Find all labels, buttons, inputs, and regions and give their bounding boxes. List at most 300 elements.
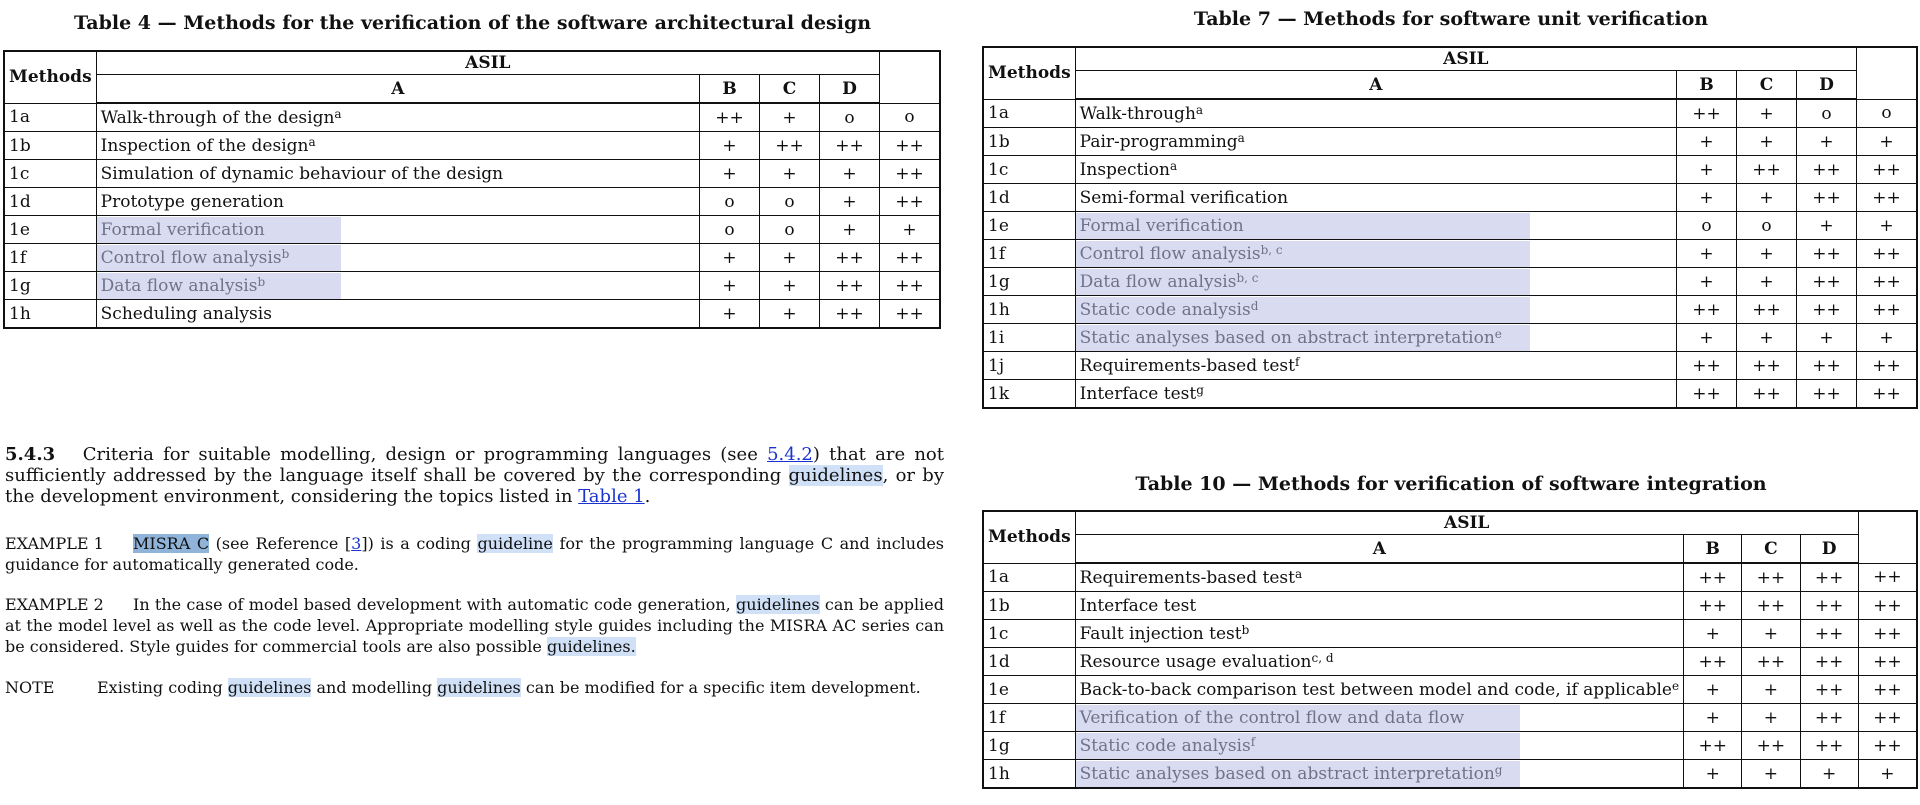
method-id: 1h — [4, 300, 96, 329]
asil-value: + — [1742, 704, 1800, 732]
method-name — [1075, 268, 1676, 296]
section-text: . — [644, 486, 651, 507]
footnote-marker: a — [334, 106, 342, 121]
method-name — [1075, 704, 1683, 732]
method-id: 1f — [983, 240, 1075, 268]
section-text: Criteria for suitable modelling, design or programming languages (see — [82, 444, 768, 465]
table10 — [982, 510, 1918, 789]
method-text: Back-to-back comparison test between model and code, if applicable — [1079, 679, 1672, 700]
footnote-marker: a — [1237, 130, 1245, 145]
asil-header: ASIL — [96, 51, 879, 75]
asil-value: ++ — [1800, 732, 1858, 760]
asil-value: + — [1800, 760, 1858, 789]
method-text: Data flow analysis — [1079, 271, 1237, 292]
highlighted-method — [97, 273, 341, 299]
asil-value: + — [1737, 268, 1797, 296]
asil-value: + — [1737, 184, 1797, 212]
asil-value: ++ — [880, 160, 941, 188]
asil-value: ++ — [1858, 563, 1917, 592]
asil-value: ++ — [1858, 704, 1917, 732]
table-row — [983, 156, 1917, 184]
example-text: (see Reference [ — [209, 534, 352, 553]
asil-value: + — [700, 244, 760, 272]
footnote-marker: g — [1196, 382, 1204, 397]
asil-value: + — [1677, 240, 1737, 268]
method-text-wrap — [101, 192, 284, 212]
table-row — [4, 300, 940, 329]
method-id: 1i — [983, 324, 1075, 352]
asil-value: ++ — [1858, 620, 1917, 648]
asil-value: ++ — [1857, 156, 1918, 184]
highlighted-method — [1076, 213, 1530, 239]
method-name — [96, 216, 699, 244]
asil-value: ++ — [1857, 352, 1918, 380]
method-text: Inspection — [1079, 159, 1170, 180]
asil-value: ++ — [1742, 592, 1800, 620]
asil-value: ++ — [1797, 352, 1857, 380]
method-text: Data flow analysis — [100, 275, 258, 296]
asil-value: ++ — [820, 300, 880, 329]
table-row — [983, 99, 1917, 128]
asil-value: + — [760, 300, 820, 329]
asil-col-c: C — [760, 75, 820, 104]
asil-value: ++ — [1800, 676, 1858, 704]
table-row — [983, 648, 1917, 676]
method-name — [1075, 352, 1676, 380]
footnote-marker: a — [308, 134, 316, 149]
footnote-marker: f — [1250, 734, 1256, 749]
highlighted-method — [1076, 297, 1530, 323]
asil-value: + — [700, 300, 760, 329]
method-name — [96, 160, 699, 188]
link-table-1[interactable]: Table 1 — [578, 486, 645, 507]
table-row — [983, 324, 1917, 352]
method-name — [1075, 563, 1683, 592]
asil-value: + — [1677, 184, 1737, 212]
asil-value: ++ — [1742, 563, 1800, 592]
footnote-marker: b, c — [1236, 270, 1259, 285]
asil-value: + — [760, 244, 820, 272]
asil-value: ++ — [1677, 296, 1737, 324]
example-text: for the programming language C and includes guidance for automatically generated code. — [5, 534, 945, 574]
method-text-wrap — [1080, 680, 1679, 700]
asil-value: + — [1677, 324, 1737, 352]
section-number: 5.4.3 — [5, 444, 56, 465]
asil-value: o — [760, 216, 820, 244]
note-text: can be modified for a specific item development. — [520, 678, 921, 697]
asil-value: + — [1742, 676, 1800, 704]
method-name — [1075, 184, 1676, 212]
asil-value: + — [700, 272, 760, 300]
method-name — [1075, 620, 1683, 648]
asil-value: + — [760, 272, 820, 300]
asil-value: + — [700, 132, 760, 160]
method-name — [1075, 296, 1676, 324]
method-name — [1075, 156, 1676, 184]
method-id: 1a — [4, 103, 96, 132]
table4-caption: Table 4 — Methods for the verification of the software architectural design — [73, 12, 872, 34]
method-text: Resource usage evaluation — [1079, 651, 1312, 672]
footnote-marker: f — [1294, 354, 1300, 369]
asil-value: + — [1857, 324, 1918, 352]
asil-col-d: D — [1800, 535, 1858, 564]
asil-value: ++ — [880, 132, 941, 160]
method-name — [1075, 212, 1676, 240]
asil-value: ++ — [880, 272, 941, 300]
highlighted-method — [97, 245, 341, 271]
method-text-wrap — [1080, 160, 1177, 180]
method-name — [1075, 128, 1676, 156]
asil-value: ++ — [1742, 648, 1800, 676]
table-row — [4, 160, 940, 188]
asil-value: ++ — [1857, 240, 1918, 268]
method-text: Interface test — [1079, 595, 1197, 616]
asil-value: ++ — [1858, 676, 1917, 704]
asil-value: + — [760, 103, 820, 132]
note — [5, 677, 944, 698]
method-name — [96, 272, 699, 300]
asil-col-c: C — [1742, 535, 1800, 564]
asil-col-d: D — [1797, 71, 1857, 100]
method-id: 1g — [983, 268, 1075, 296]
asil-value: ++ — [1737, 380, 1797, 409]
method-text-wrap — [1080, 104, 1203, 124]
method-text: Control flow analysis — [100, 247, 282, 268]
footnote-marker: d — [1250, 298, 1259, 313]
highlight-guidelines: guidelines — [736, 595, 820, 614]
asil-value: ++ — [1858, 648, 1917, 676]
table10-caption: Table 10 — Methods for verification of software integration — [1135, 473, 1767, 495]
method-name — [1075, 592, 1683, 620]
asil-value: + — [1677, 128, 1737, 156]
asil-col-a: A — [96, 75, 699, 104]
asil-value: + — [1684, 704, 1742, 732]
asil-value: + — [700, 160, 760, 188]
asil-value: ++ — [880, 300, 941, 329]
asil-value: o — [760, 188, 820, 216]
asil-value: ++ — [1677, 352, 1737, 380]
asil-value: ++ — [820, 244, 880, 272]
table-row — [983, 240, 1917, 268]
method-text: Formal verification — [1079, 215, 1244, 236]
section-text: , or by the development environment, considering the topics listed in — [5, 465, 944, 507]
method-text: Static code analysis — [1079, 299, 1251, 320]
method-id: 1j — [983, 352, 1075, 380]
table-row — [983, 676, 1917, 704]
method-name — [96, 244, 699, 272]
footnote-marker: b — [1241, 622, 1250, 637]
asil-value: + — [1737, 240, 1797, 268]
method-id: 1h — [983, 760, 1075, 789]
asil-value: o — [700, 188, 760, 216]
asil-value: + — [820, 160, 880, 188]
method-id: 1d — [983, 184, 1075, 212]
example-text: ]) is a coding — [361, 534, 478, 553]
footnote-marker: a — [1294, 566, 1303, 581]
asil-value: ++ — [1742, 732, 1800, 760]
table7 — [982, 46, 1918, 409]
method-id: 1b — [983, 592, 1075, 620]
asil-value: + — [1742, 760, 1800, 789]
asil-value: + — [820, 188, 880, 216]
method-name — [1075, 676, 1683, 704]
method-name — [1075, 760, 1683, 789]
asil-value: + — [1857, 128, 1918, 156]
asil-col-d: D — [820, 75, 880, 104]
highlight-guidelines: guidelines — [437, 678, 521, 697]
asil-value: o — [1737, 212, 1797, 240]
method-text: Interface test — [1079, 383, 1197, 404]
asil-value: o — [880, 103, 941, 132]
note-label: NOTE — [5, 678, 55, 697]
highlighted-method — [1076, 269, 1530, 295]
asil-value: + — [1684, 620, 1742, 648]
table-row — [983, 268, 1917, 296]
method-id: 1g — [4, 272, 96, 300]
asil-value: ++ — [1684, 592, 1742, 620]
asil-value: ++ — [1797, 184, 1857, 212]
asil-value: ++ — [1858, 592, 1917, 620]
method-text: Requirements-based test — [1079, 355, 1295, 376]
method-id: 1f — [4, 244, 96, 272]
method-text-wrap — [1080, 568, 1302, 588]
method-text-wrap — [1080, 652, 1334, 672]
table-row — [4, 132, 940, 160]
highlight-guideline: guideline — [477, 534, 553, 553]
asil-value: + — [1737, 324, 1797, 352]
method-id: 1e — [4, 216, 96, 244]
table-row — [983, 760, 1917, 789]
asil-header: ASIL — [1075, 511, 1858, 535]
asil-value: ++ — [820, 132, 880, 160]
footnote-marker: c, d — [1311, 650, 1334, 665]
asil-value: + — [1857, 212, 1918, 240]
method-id: 1c — [983, 620, 1075, 648]
reference-link[interactable]: 3 — [351, 534, 362, 553]
asil-value: ++ — [1800, 620, 1858, 648]
table-row — [4, 244, 940, 272]
asil-value: o — [1677, 212, 1737, 240]
asil-value: + — [1677, 156, 1737, 184]
table-row — [983, 352, 1917, 380]
method-text: Inspection of the design — [100, 135, 309, 156]
footnote-marker: a — [1169, 158, 1178, 173]
method-text: Pair-programming — [1079, 131, 1238, 152]
note-text: and modelling — [311, 678, 438, 697]
footnote-marker: e — [1671, 678, 1680, 693]
method-text-wrap — [1080, 356, 1300, 376]
method-text: Static code analysis — [1079, 735, 1251, 756]
method-id: 1f — [983, 704, 1075, 732]
asil-value: ++ — [1677, 99, 1737, 128]
asil-value: ++ — [1858, 732, 1917, 760]
asil-value: ++ — [1797, 268, 1857, 296]
method-text-wrap — [1080, 132, 1245, 152]
footnote-marker: e — [1494, 326, 1502, 341]
methods-header: Methods — [4, 51, 96, 103]
footnote-marker: b — [257, 274, 266, 289]
method-id: 1c — [983, 156, 1075, 184]
method-text: Semi-formal verification — [1079, 187, 1289, 208]
asil-value: ++ — [820, 272, 880, 300]
asil-value: + — [1684, 676, 1742, 704]
highlighted-method — [1076, 733, 1520, 759]
asil-value: o — [1797, 99, 1857, 128]
asil-value: ++ — [1684, 563, 1742, 592]
method-name — [1075, 324, 1676, 352]
asil-value: + — [1684, 760, 1742, 789]
highlight-misra-c: MISRA C — [133, 534, 210, 553]
method-text-wrap — [1080, 188, 1288, 208]
method-id: 1g — [983, 732, 1075, 760]
table-row — [4, 188, 940, 216]
asil-value: + — [1677, 268, 1737, 296]
table-row — [983, 620, 1917, 648]
table-row — [4, 216, 940, 244]
example-label: EXAMPLE 1 — [5, 534, 104, 553]
table-row — [983, 704, 1917, 732]
asil-value: ++ — [1737, 296, 1797, 324]
asil-value: ++ — [880, 188, 941, 216]
asil-value: ++ — [1797, 156, 1857, 184]
method-id: 1e — [983, 212, 1075, 240]
method-text: Static analyses based on abstract interpretation — [1079, 327, 1495, 348]
asil-col-c: C — [1737, 71, 1797, 100]
method-text-wrap — [101, 304, 272, 324]
method-name — [96, 300, 699, 329]
table-row — [983, 212, 1917, 240]
asil-value: ++ — [1797, 296, 1857, 324]
footnote-marker: b — [281, 246, 290, 261]
method-id: 1e — [983, 676, 1075, 704]
method-text: Scheduling analysis — [100, 303, 272, 324]
asil-value: ++ — [1737, 156, 1797, 184]
example-2 — [5, 594, 944, 657]
asil-value: + — [1797, 324, 1857, 352]
asil-value: ++ — [1857, 184, 1918, 212]
asil-value: ++ — [880, 244, 941, 272]
highlight-guidelines: guidelines — [227, 678, 312, 697]
method-text-wrap — [101, 136, 316, 156]
asil-value: ++ — [700, 103, 760, 132]
asil-value: ++ — [1797, 240, 1857, 268]
method-text-wrap — [1080, 624, 1250, 644]
table-row — [983, 592, 1917, 620]
link-5-4-2[interactable]: 5.4.2 — [767, 444, 813, 465]
methods-header: Methods — [983, 511, 1075, 563]
asil-value: + — [1797, 128, 1857, 156]
method-id: 1h — [983, 296, 1075, 324]
method-id: 1d — [4, 188, 96, 216]
highlighted-method — [1076, 705, 1520, 731]
method-text: Control flow analysis — [1079, 243, 1261, 264]
highlighted-method — [1076, 241, 1530, 267]
method-id: 1c — [4, 160, 96, 188]
table7-caption: Table 7 — Methods for software unit verification — [1193, 8, 1709, 30]
asil-col-b: B — [1684, 535, 1742, 564]
example-text: In the case of model based development with automatic code generation, — [133, 595, 737, 614]
highlighted-method — [97, 217, 341, 243]
method-text: Requirements-based test — [1079, 567, 1295, 588]
method-id: 1a — [983, 99, 1075, 128]
asil-value: ++ — [1684, 648, 1742, 676]
asil-col-b: B — [700, 75, 760, 104]
table-row — [983, 184, 1917, 212]
table-row — [983, 563, 1917, 592]
example-label: EXAMPLE 2 — [5, 595, 104, 614]
table-row — [4, 103, 940, 132]
asil-value: ++ — [1800, 648, 1858, 676]
method-id: 1d — [983, 648, 1075, 676]
method-id: 1k — [983, 380, 1075, 409]
asil-value: ++ — [1857, 380, 1918, 409]
method-text-wrap — [1080, 384, 1204, 404]
table-row — [983, 128, 1917, 156]
asil-value: ++ — [1800, 704, 1858, 732]
footnote-marker: a — [1195, 102, 1204, 117]
asil-value: o — [820, 103, 880, 132]
method-name — [1075, 99, 1676, 128]
method-text: Simulation of dynamic behaviour of the design — [100, 163, 504, 184]
asil-header: ASIL — [1075, 47, 1856, 71]
asil-value: ++ — [1857, 296, 1918, 324]
method-text: Prototype generation — [100, 191, 284, 212]
section-text: ) that are not sufficiently addressed by the language itself shall be covered by the corresponding — [5, 444, 944, 486]
method-text: Fault injection test — [1079, 623, 1242, 644]
asil-value: o — [1857, 99, 1918, 128]
method-name — [1075, 732, 1683, 760]
method-name — [1075, 380, 1676, 409]
asil-value: ++ — [1684, 732, 1742, 760]
highlight-guidelines: guidelines. — [546, 637, 636, 656]
method-text-wrap — [101, 164, 503, 184]
method-text: Static analyses based on abstract interpretation — [1079, 763, 1495, 784]
asil-value: ++ — [1800, 592, 1858, 620]
footnote-marker: g — [1494, 762, 1503, 777]
footnote-marker: b, c — [1260, 242, 1283, 257]
example-1 — [5, 533, 944, 575]
asil-value: o — [700, 216, 760, 244]
method-text: Verification of the control flow and data flow — [1079, 707, 1465, 728]
highlight-guidelines: guidelines — [788, 465, 883, 486]
asil-value: + — [1737, 99, 1797, 128]
highlighted-method — [1076, 761, 1520, 787]
example-text: can be applied at the model level as well as the code level. Appropriate modelling style guides including the MISRA AC series can be considered. Style guides for commercial tools are also possible — [5, 595, 944, 656]
asil-value: + — [1858, 760, 1917, 789]
table-row — [983, 380, 1917, 409]
method-name — [1075, 240, 1676, 268]
asil-value: ++ — [1797, 380, 1857, 409]
method-text-wrap — [1080, 596, 1197, 616]
method-name — [1075, 648, 1683, 676]
asil-value: + — [1797, 212, 1857, 240]
table-row — [4, 272, 940, 300]
section-5-4-3 — [5, 444, 944, 507]
method-name — [96, 132, 699, 160]
table-row — [983, 732, 1917, 760]
asil-value: + — [760, 160, 820, 188]
asil-value: + — [1737, 128, 1797, 156]
method-id: 1a — [983, 563, 1075, 592]
method-text-wrap — [101, 108, 342, 128]
asil-value: + — [880, 216, 941, 244]
asil-value: ++ — [1737, 352, 1797, 380]
method-id: 1b — [983, 128, 1075, 156]
method-name — [96, 188, 699, 216]
method-name — [96, 103, 699, 132]
table-row — [983, 296, 1917, 324]
method-text: Formal verification — [100, 219, 265, 240]
